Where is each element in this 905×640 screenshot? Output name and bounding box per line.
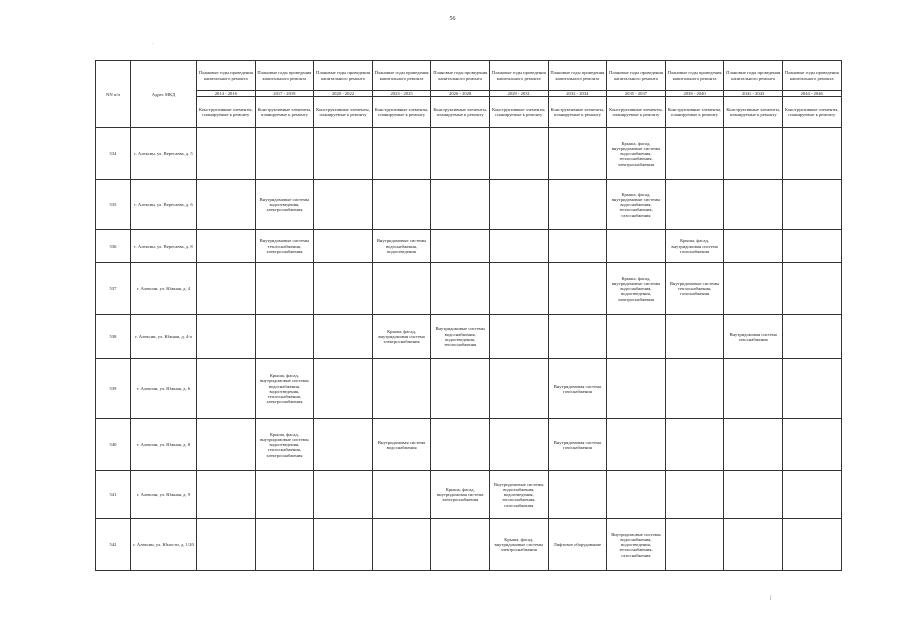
row-elements-cell — [431, 230, 490, 263]
row-elements-cell — [782, 263, 841, 315]
row-elements-cell: Крыша, фасад, внутридомовые системы водоснабжения, теплоснабжения, электроснабжения — [607, 128, 666, 180]
row-elements-cell — [489, 359, 548, 419]
row-elements-cell — [431, 519, 490, 571]
page-number: 56 — [449, 16, 456, 22]
row-elements-cell: Внутридомовые системы водоснабжения, водоотведения, теплоснабжения — [431, 315, 490, 359]
header-elements-row — [96, 97, 842, 128]
row-number: 539 — [96, 359, 131, 419]
row-elements-cell — [548, 180, 607, 230]
table-row — [96, 180, 842, 230]
header-period: 2017 - 2019 — [255, 91, 314, 97]
row-address: г. Алексин, ул. Южная, д. 6 — [131, 359, 197, 419]
header-period-title: Плановые годы проведения капитального ремонта — [255, 61, 314, 91]
row-elements-cell — [665, 180, 724, 230]
header-period-title: Плановые годы проведения капитального ремонта — [489, 61, 548, 91]
row-elements-cell: Внутридомовая система водоснабжения — [372, 419, 431, 471]
row-elements-cell — [724, 359, 783, 419]
header-elements: Конструктивные элементы, планируемые к ремонту — [548, 97, 607, 128]
row-elements-cell — [548, 315, 607, 359]
scan-artifact: ʃ — [770, 596, 772, 601]
header-period-title: Плановые годы проведения капитального ремонта — [607, 61, 666, 91]
header-period: 2029 - 2031 — [489, 91, 548, 97]
row-elements-cell — [607, 359, 666, 419]
row-address: г. Алексин, ул. Вересаева, д. 5 — [131, 128, 197, 180]
table-row — [96, 519, 842, 571]
row-elements-cell: Внутридомовые системы теплоснабжения, газоснабжения — [665, 263, 724, 315]
header-elements: Конструктивные элементы, планируемые к ремонту — [372, 97, 431, 128]
row-elements-cell — [372, 359, 431, 419]
row-elements-cell — [548, 230, 607, 263]
repair-plan-table — [95, 60, 842, 571]
row-elements-cell — [255, 519, 314, 571]
row-number: 542 — [96, 519, 131, 571]
row-elements-cell — [607, 419, 666, 471]
row-elements-cell — [431, 128, 490, 180]
row-number: 540 — [96, 419, 131, 471]
row-elements-cell — [665, 128, 724, 180]
header-period-title: Плановые годы проведения капитального ремонта — [665, 61, 724, 91]
row-number: 536 — [96, 230, 131, 263]
header-elements: Конструктивные элементы, планируемые к ремонту — [489, 97, 548, 128]
row-elements-cell — [197, 230, 256, 263]
header-period: 2032 - 2034 — [548, 91, 607, 97]
table-row — [96, 263, 842, 315]
row-elements-cell: Крыша, фасад, внутридомовые системы водоснабжения, водоотведения, теплоснабжения, электроснабжения — [255, 359, 314, 419]
row-elements-cell — [197, 263, 256, 315]
row-elements-cell — [724, 519, 783, 571]
row-elements-cell — [314, 230, 373, 263]
header-num: NN п/п — [96, 61, 131, 128]
table-row — [96, 419, 842, 471]
row-elements-cell: Внутридомовая система газоснабжения — [548, 359, 607, 419]
row-elements-cell — [607, 230, 666, 263]
row-elements-cell — [489, 263, 548, 315]
row-number: 534 — [96, 128, 131, 180]
row-elements-cell — [197, 128, 256, 180]
header-period: 2035 - 2037 — [607, 91, 666, 97]
header-elements: Конструктивные элементы, планируемые к ремонту — [665, 97, 724, 128]
row-elements-cell: Крыша, фасад, внутридомовые системы электроснабжения — [489, 519, 548, 571]
row-elements-cell — [314, 471, 373, 519]
row-address: г. Алексин, ул. Южная, д. 4 — [131, 263, 197, 315]
row-number: 538 — [96, 315, 131, 359]
header-elements: Конструктивные элементы, планируемые к ремонту — [431, 97, 490, 128]
row-elements-cell — [255, 263, 314, 315]
row-elements-cell — [314, 315, 373, 359]
row-elements-cell — [782, 419, 841, 471]
row-elements-cell — [197, 471, 256, 519]
row-number: 535 — [96, 180, 131, 230]
row-elements-cell — [489, 419, 548, 471]
header-elements: Конструктивные элементы, планируемые к ремонту — [607, 97, 666, 128]
header-period: 2041 - 2043 — [724, 91, 783, 97]
row-elements-cell — [724, 471, 783, 519]
header-period: 2026 - 2028 — [431, 91, 490, 97]
table-row — [96, 359, 842, 419]
row-elements-cell — [724, 128, 783, 180]
row-elements-cell — [665, 419, 724, 471]
row-elements-cell — [314, 128, 373, 180]
row-elements-cell — [372, 263, 431, 315]
row-elements-cell: Крыша, фасад, внутридомовые системы водоотведения, теплоснабжения, электроснабжения — [255, 419, 314, 471]
row-elements-cell — [197, 180, 256, 230]
row-elements-cell: Внутридомовая система газоснабжения — [724, 315, 783, 359]
row-elements-cell — [489, 180, 548, 230]
row-elements-cell: Внутридомовые системы водоснабжения, водоотведения, теплоснабжения, газоснабжения — [489, 471, 548, 519]
row-elements-cell: Внутридомовые системы теплоснабжения, электроснабжения — [255, 230, 314, 263]
row-address: г. Алексин, ул. Юности, д. 1/20 — [131, 519, 197, 571]
row-elements-cell — [372, 471, 431, 519]
row-elements-cell — [724, 263, 783, 315]
row-elements-cell — [372, 519, 431, 571]
row-elements-cell — [431, 359, 490, 419]
row-elements-cell — [548, 471, 607, 519]
row-elements-cell — [314, 180, 373, 230]
header-period-title: Плановые годы проведения капитального ремонта — [548, 61, 607, 91]
row-elements-cell — [255, 128, 314, 180]
row-address: г. Алексин, ул. Южная, д. 9 — [131, 471, 197, 519]
header-period: 2014 - 2016 — [197, 91, 256, 97]
row-elements-cell — [431, 419, 490, 471]
header-period-title: Плановые годы проведения капитального ремонта — [782, 61, 841, 91]
header-elements: Конструктивные элементы, планируемые к ремонту — [724, 97, 783, 128]
row-number: 537 — [96, 263, 131, 315]
row-elements-cell — [314, 263, 373, 315]
header-elements: Конструктивные элементы, планируемые к ремонту — [314, 97, 373, 128]
row-elements-cell — [372, 128, 431, 180]
row-elements-cell — [782, 128, 841, 180]
row-elements-cell: Внутридомовые системы водоотведения, электроснабжения — [255, 180, 314, 230]
row-elements-cell: Лифтовое оборудование — [548, 519, 607, 571]
header-period-title: Плановые годы проведения капитального ремонта — [197, 61, 256, 91]
header-row — [96, 61, 842, 91]
header-period-title: Плановые годы проведения капитального ремонта — [314, 61, 373, 91]
header-period: 2023 - 2025 — [372, 91, 431, 97]
row-elements-cell: Крыша, фасад, внутридомовая система электроснабжения — [372, 315, 431, 359]
row-elements-cell — [255, 315, 314, 359]
row-elements-cell — [782, 471, 841, 519]
row-elements-cell — [489, 128, 548, 180]
table-row — [96, 128, 842, 180]
row-elements-cell — [665, 359, 724, 419]
row-elements-cell: Крыша, фасад, внутридомовая система газоснабжения — [665, 230, 724, 263]
header-period-title: Плановые годы проведения капитального ремонта — [431, 61, 490, 91]
row-elements-cell: Крыша, фасад, внутридомовые системы водоснабжения, водоотведения, электроснабжения — [607, 263, 666, 315]
row-address: г. Алексин, ул. Вересаева, д. 8 — [131, 230, 197, 263]
row-elements-cell — [197, 519, 256, 571]
row-number: 541 — [96, 471, 131, 519]
row-elements-cell — [782, 359, 841, 419]
row-elements-cell — [431, 180, 490, 230]
row-elements-cell — [372, 180, 431, 230]
row-elements-cell — [314, 419, 373, 471]
row-elements-cell — [724, 180, 783, 230]
row-address: г. Алексин, ул. Вересаева, д. 6 — [131, 180, 197, 230]
row-elements-cell — [607, 315, 666, 359]
row-elements-cell: Внутридомовые системы водоснабжения, водоотведения — [372, 230, 431, 263]
header-address: Адрес МКД — [131, 61, 197, 128]
row-address: г. Алексин, ул. Южная, д. 4-а — [131, 315, 197, 359]
row-elements-cell — [314, 359, 373, 419]
header-period: 2044 - 2046 — [782, 91, 841, 97]
table-body — [96, 61, 842, 571]
row-elements-cell — [548, 128, 607, 180]
row-address: г. Алексин, ул. Южная, д. 8 — [131, 419, 197, 471]
row-elements-cell — [489, 230, 548, 263]
row-elements-cell — [255, 471, 314, 519]
header-period: 2038 - 2040 — [665, 91, 724, 97]
header-elements: Конструктивные элементы, планируемые к ремонту — [255, 97, 314, 128]
row-elements-cell — [607, 471, 666, 519]
header-elements: Конструктивные элементы, планируемые к ремонту — [782, 97, 841, 128]
row-elements-cell — [724, 230, 783, 263]
row-elements-cell — [314, 519, 373, 571]
row-elements-cell — [782, 519, 841, 571]
row-elements-cell — [665, 315, 724, 359]
header-period-title: Плановые годы проведения капитального ремонта — [372, 61, 431, 91]
row-elements-cell — [665, 471, 724, 519]
row-elements-cell — [197, 359, 256, 419]
row-elements-cell: Внутридомовая система газоснабжения — [548, 419, 607, 471]
row-elements-cell — [197, 315, 256, 359]
row-elements-cell — [782, 230, 841, 263]
row-elements-cell — [724, 419, 783, 471]
row-elements-cell: Крыша, фасад, внутридомовая система электроснабжения — [431, 471, 490, 519]
table-row — [96, 471, 842, 519]
row-elements-cell — [197, 419, 256, 471]
row-elements-cell — [489, 315, 548, 359]
row-elements-cell: Крыша, фасад, внутридомовые системы водоснабжения, теплоснабжения, газоснабжения — [607, 180, 666, 230]
header-elements: Конструктивные элементы, планируемые к ремонту — [197, 97, 256, 128]
row-elements-cell — [665, 519, 724, 571]
table-row — [96, 230, 842, 263]
table-row — [96, 315, 842, 359]
row-elements-cell — [782, 180, 841, 230]
row-elements-cell: Внутридомовые системы водоснабжения, водоотведения, теплоснабжения, газоснабжения — [607, 519, 666, 571]
row-elements-cell — [431, 263, 490, 315]
scan-artifact: · — [152, 42, 154, 47]
row-elements-cell — [548, 263, 607, 315]
row-elements-cell — [782, 315, 841, 359]
header-period-title: Плановые годы проведения капитального ремонта — [724, 61, 783, 91]
header-period: 2020 - 2022 — [314, 91, 373, 97]
